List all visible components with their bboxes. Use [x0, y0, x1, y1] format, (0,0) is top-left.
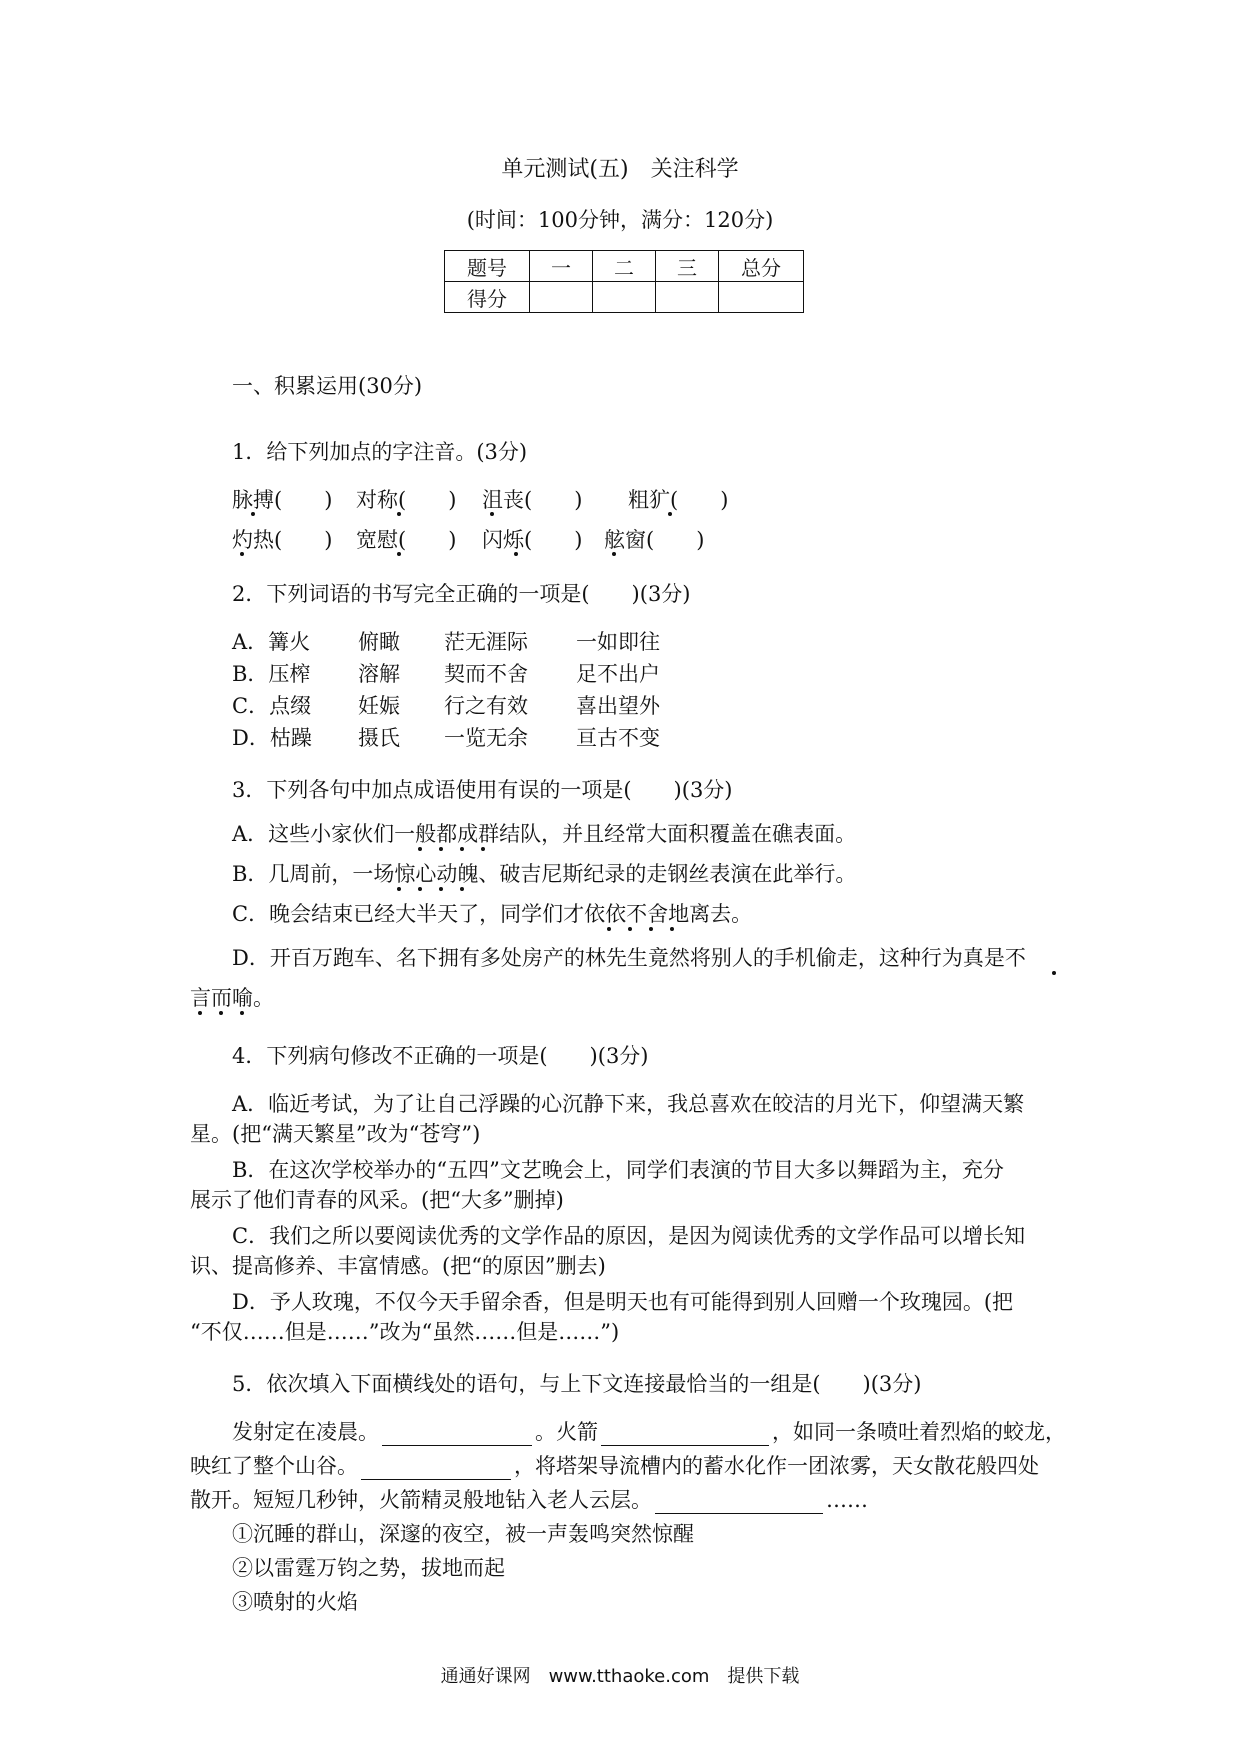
q2-option: 茫无涯际: [444, 630, 528, 654]
q4-option-b-cont: 展示了他们青春的风采。(把“大多”删掉): [190, 1188, 564, 1212]
q3-option-b: B．几周前，一场惊心动魄、破吉尼斯纪录的走钢丝表演在此举行。: [232, 862, 857, 886]
score-cell[interactable]: [593, 282, 656, 313]
q5-item: ③喷射的火焰: [232, 1590, 358, 1614]
q4-option-b: B．在这次学校举办的“五四”文艺晚会上，同学们表演的节目大多以舞蹈为主，充分: [232, 1158, 1004, 1182]
q5-item: ①沉睡的群山，深邃的夜空，被一声轰鸣突然惊醒: [232, 1522, 694, 1546]
q3-option-a: A．这些小家伙们一般都成群结队，并且经常大面积覆盖在礁表面。: [232, 822, 857, 846]
q5-text: ，将塔架导流槽内的蓄水化作一团浓雾，天女散花般四处: [514, 1454, 1039, 1478]
emphasis-dot: [607, 927, 611, 931]
q2-option: C．点缀: [232, 694, 312, 718]
q2-option: 足不出户: [576, 662, 660, 686]
emphasis-dot: [460, 887, 464, 891]
score-table-header-cell: 二: [593, 251, 656, 282]
q1-item: 灼热( ): [232, 528, 333, 552]
emphasis-dot: [612, 552, 616, 556]
q3-option-c: C．晚会结束已经大半天了，同学们才依依不舍地离去。: [232, 902, 753, 926]
score-cell[interactable]: [530, 282, 593, 313]
q2-option: 契而不舍: [444, 662, 528, 686]
page-footer: 通通好课网 www.tthaoke.com 提供下载: [440, 1666, 800, 1687]
emphasis-dot: [240, 552, 244, 556]
score-table-header-cell: 一: [530, 251, 593, 282]
q5-passage-line-3: [190, 1484, 868, 1514]
q5-text: 映红了整个山谷。: [190, 1454, 358, 1478]
emphasis-dot: [670, 927, 674, 931]
q1-item: 舷窗( ): [604, 528, 705, 552]
q2-option: 一览无余: [444, 726, 528, 750]
emphasis-dot: [439, 847, 443, 851]
q1-item: 粗犷( ): [628, 488, 729, 512]
q4-option-d: D．予人玫瑰，不仅今天手留余香，但是明天也有可能得到别人回赠一个玫瑰园。(把: [232, 1290, 1014, 1314]
q2-option: 行之有效: [444, 694, 528, 718]
q5-text: ……: [826, 1488, 868, 1512]
question-1-stem: 1．给下列加点的字注音。(3分): [232, 440, 528, 464]
page-title: 单元测试(五) 关注科学: [501, 157, 739, 182]
q1-item: 宽慰( ): [356, 528, 457, 552]
q2-option: 摄氏: [358, 726, 400, 750]
emphasis-dot: [668, 512, 672, 516]
q5-passage-line-2: [190, 1450, 1039, 1480]
q2-option: 俯瞰: [358, 630, 400, 654]
score-table-score-row: [445, 282, 804, 313]
score-table-header-cell: 总分: [719, 251, 804, 282]
q1-item: 脉搏( ): [232, 488, 333, 512]
fill-blank[interactable]: [361, 1459, 511, 1480]
q5-text: 散开。短短几秒钟，火箭精灵般地钻入老人云层。: [190, 1488, 652, 1512]
emphasis-dot: [397, 512, 401, 516]
q4-option-a: A．临近考试，为了让自己浮躁的心沉静下来，我总喜欢在皎洁的月光下，仰望满天繁: [232, 1092, 1025, 1116]
fill-blank[interactable]: [601, 1425, 769, 1446]
emphasis-dot: [439, 887, 443, 891]
emphasis-dot: [1052, 971, 1056, 975]
score-table: [444, 250, 804, 313]
score-table-row-label: 得分: [445, 282, 530, 313]
question-3-stem: 3．下列各句中加点成语使用有误的一项是( )(3分): [232, 778, 733, 802]
emphasis-dot: [649, 927, 653, 931]
q2-option: B．压榨: [232, 662, 311, 686]
q3-option-d: D．开百万跑车、名下拥有多处房产的林先生竟然将别人的手机偷走，这种行为真是不: [232, 946, 1026, 970]
emphasis-dot: [481, 847, 485, 851]
q4-option-c-cont: 识、提高修养、丰富情感。(把“的原因”删去): [190, 1254, 606, 1278]
q4-option-a-cont: 星。(把“满天繁星”改为“苍穹”): [190, 1122, 481, 1146]
fill-blank[interactable]: [655, 1493, 823, 1514]
emphasis-dot: [397, 552, 401, 556]
emphasis-dot: [418, 887, 422, 891]
score-table-header-cell: 三: [656, 251, 719, 282]
emphasis-dot: [460, 847, 464, 851]
score-cell[interactable]: [719, 282, 804, 313]
fill-blank[interactable]: [382, 1425, 532, 1446]
emphasis-dot: [240, 1011, 244, 1015]
score-cell[interactable]: [656, 282, 719, 313]
emphasis-dot: [628, 927, 632, 931]
emphasis-dot: [418, 847, 422, 851]
q5-text: ，如同一条喷吐着烈焰的蛟龙，: [772, 1420, 1066, 1444]
emphasis-dot: [251, 512, 255, 516]
q1-item: 对称( ): [356, 488, 457, 512]
q4-option-d-cont: “不仅……但是……”改为“虽然……但是……”): [190, 1320, 620, 1344]
q3-option-d-cont: 言而喻。: [190, 986, 274, 1010]
q2-option: 一如即往: [576, 630, 660, 654]
q5-item: ②以雷霆万钧之势，拔地而起: [232, 1556, 505, 1580]
emphasis-dot: [490, 512, 494, 516]
q2-option: 喜出望外: [576, 694, 660, 718]
score-table-header-row: [445, 251, 804, 282]
q2-option: 亘古不变: [576, 726, 660, 750]
q2-option: 妊娠: [358, 694, 400, 718]
question-5-stem: 5．依次填入下面横线处的语句，与上下文连接最恰当的一组是( )(3分): [232, 1372, 922, 1396]
q5-text: 发射定在凌晨。: [232, 1420, 379, 1444]
q2-option: 溶解: [358, 662, 400, 686]
q1-item: 沮丧( ): [482, 488, 583, 512]
question-4-stem: 4．下列病句修改不正确的一项是( )(3分): [232, 1044, 649, 1068]
q5-passage-line-1: [232, 1416, 1066, 1446]
q5-text: 。火箭: [535, 1420, 598, 1444]
q4-option-c: C．我们之所以要阅读优秀的文学作品的原因，是因为阅读优秀的文学作品可以增长知: [232, 1224, 1026, 1248]
q1-item: 闪烁( ): [482, 528, 583, 552]
page-subtitle: (时间：100分钟，满分：120分): [466, 208, 774, 232]
q2-option: A．篝火: [232, 630, 311, 654]
question-2-stem: 2．下列词语的书写完全正确的一项是( )(3分): [232, 582, 691, 606]
emphasis-dot: [397, 887, 401, 891]
emphasis-dot: [514, 552, 518, 556]
emphasis-dot: [219, 1011, 223, 1015]
score-table-header-cell: 题号: [445, 251, 530, 282]
emphasis-dot: [198, 1011, 202, 1015]
section-heading-1: 一、积累运用(30分): [232, 374, 423, 398]
q2-option: D．枯躁: [232, 726, 312, 750]
